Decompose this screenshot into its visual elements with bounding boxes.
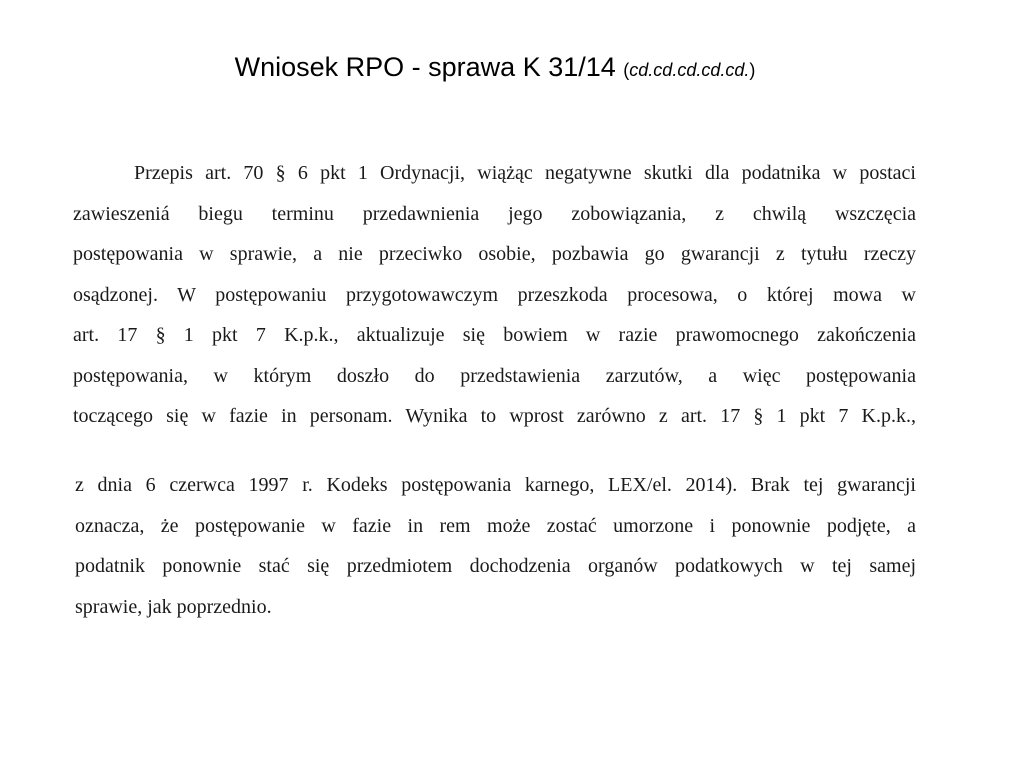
paragraph-line: sprawie, jak poprzednio. — [75, 595, 272, 618]
title-suffix-open-paren: ( — [623, 60, 630, 80]
slide-title-suffix — [623, 60, 755, 80]
title-suffix-close-paren: ) — [749, 60, 756, 80]
title-suffix-text: cd.cd.cd.cd.cd. — [629, 60, 750, 80]
paragraph-line: art. 17 § 1 pkt 7 K.p.k., aktualizuje się bowiem w razie prawomocnego zakończenia — [73, 324, 916, 346]
paragraph-line: zawieszeniá biegu terminu przedawnienia jego zobowiązania, z chwilą wszczęcia — [73, 202, 916, 225]
paragraph-line: postępowania w sprawie, a nie przeciwko osobie, pozbawia go gwarancji z tytułu rzeczy — [73, 243, 916, 265]
paragraph-line: podatnik ponownie stać się przedmiotem dochodzenia organów podatkowych w tej samej — [75, 555, 916, 577]
paragraph-line: oznacza, że postępowanie w fazie in rem może zostać umorzone i ponownie podjęte, a — [75, 514, 916, 537]
paragraph-line: postępowania, w którym doszło do przedstawienia zarzutów, a więc postępowania — [73, 364, 916, 387]
paragraph-line: Przepis art. 70 § 6 pkt 1 Ordynacji, wiążąc negatywne skutki dla podatnika w postaci — [134, 162, 916, 184]
paragraph-line: osądzonej. W postępowaniu przygotowawczym przeszkoda procesowa, o której mowa w — [73, 283, 916, 306]
slide-title-text: Wniosek RPO - sprawa K 31/14 — [234, 52, 616, 82]
quoted-paragraph-1 — [73, 153, 916, 437]
paragraph-line: toczącego się w fazie in personam. Wynika to wprost zarówno z art. 17 § 1 pkt 7 K.p.k., — [73, 405, 916, 427]
paragraph-line: z dnia 6 czerwca 1997 r. Kodeks postępowania karnego, LEX/el. 2014). Brak tej gwarancji — [75, 474, 916, 496]
quoted-paragraph-2 — [75, 465, 916, 627]
slide-title — [0, 52, 990, 83]
